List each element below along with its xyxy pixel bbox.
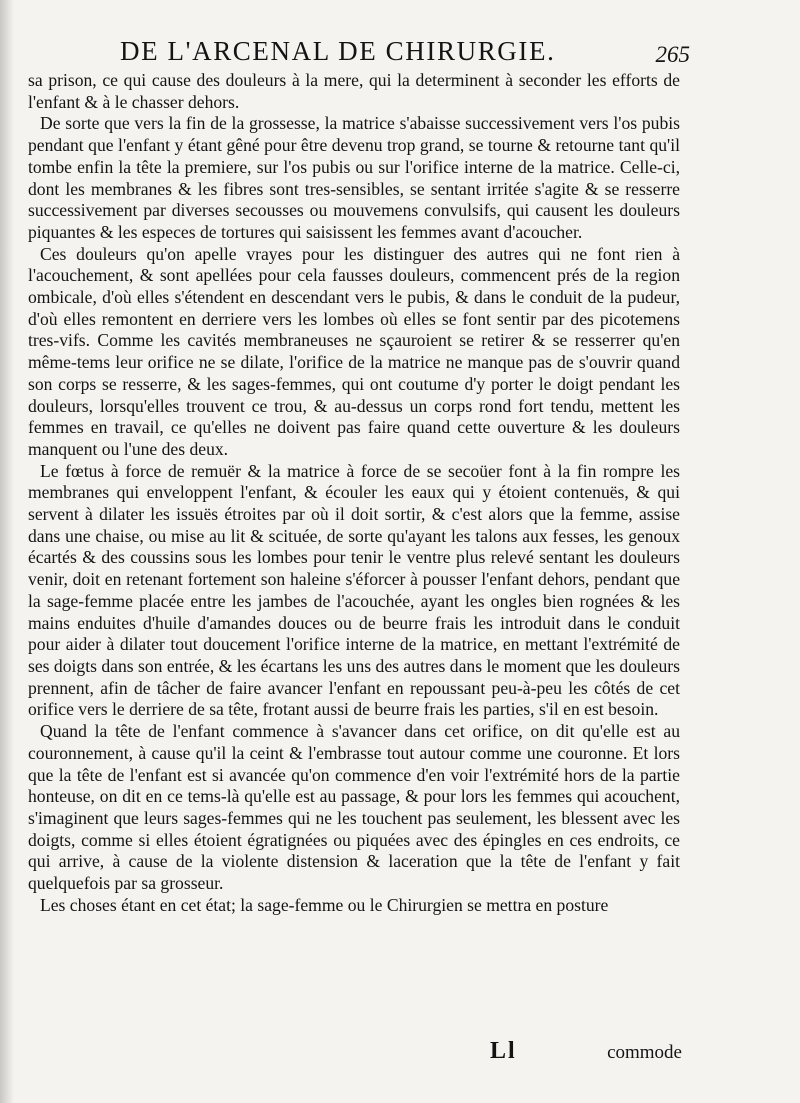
page-number: 265 <box>655 42 690 67</box>
gutter-shadow <box>0 0 14 1103</box>
paragraph-1: sa prison, ce qui cause des douleurs à la mere, qui la determinent à seconder les efforts de l'enfant & à le chasser dehors. <box>28 70 680 112</box>
paragraph-3: Ces douleurs qu'on apelle vrayes pour les distinguer des autres qui ne font rien à l'acouchement, & sont apellées pour cela fausses douleurs, commencent prés de la region ombicale, d'où elles s'étendent en descendant vers le pubis, & dans le conduit de la pudeur, d'où elles remontent en derriere vers les lombes où elles se font sentir par des picotemens tres-vifs. Comme les cavités membraneuses ne sçauroient se retirer & se resserrer qu'en même-tems leur orifice ne se dilate, l'orifice de la matrice ne manque pas de s'ouvrir quand son corps se resserre, & les sages-femmes, qui ont coutume d'y porter le doigt pendant les douleurs, lorsqu'elles trouvent ce trou, & au-dessus un corps rond fort tendu, mettent les femmes en travail, ce qu'elles ne doivent pas faire quand cette ouverture & les douleurs manquent ou l'une des deux. <box>28 243 680 459</box>
paragraph-4: Le fœtus à force de remuër & la matrice à force de se secoüer font à la fin rompre les membranes qui enveloppent l'enfant, & écouler les eaux qui y étoient contenuës, & qui servent à dilater les issuës étroites par où il doit sortir, & c'est alors que la femme, assise dans une chaise, ou mise au lit & scituée, de sorte qu'ayant les talons aux fesses, les genoux écartés & des coussins sous les lombes pour tenir le ventre plus relevé sentant les douleurs venir, doit en retenant fortement son haleine s'éforcer à pousser l'enfant dehors, pendant que la sage-femme placée entre les jambes de l'acouchée, ayant les ongles bien rognées & les mains enduites d'huile d'amandes douces ou de beurre frais les introduit dans le conduit pour aider à dilater tout doucement l'orifice interne de la matrice, en mettant l'extrémité de ses doigts dans son entrée, & les écartans les uns des autres dans le moment que les douleurs prennent, afin de tâcher de faire avancer l'enfant en repoussant peu-à-peu les côtés de cet orifice vers le derriere de sa tête, frotant aussi de beurre frais les parties, s'il en est besoin. <box>28 460 680 720</box>
paragraph-2: De sorte que vers la fin de la grossesse, la matrice s'abaisse successivement vers l'os pubis pendant que l'enfant y étant gêné pour être devenu trop grand, se tourne & retourne tant qu'il tombe enfin la tête la premiere, sur l'os pubis ou sur l'orifice interne de la matrice. Celle-ci, dont les membranes & les fibres sont tres-sensibles, se sentant irritée s'agite & se resserre successivement par diverses secousses ou mouvemens convulsifs, qui causent les douleurs piquantes & les especes de tortures qui saisissent les femmes avant d'acoucher. <box>28 113 680 242</box>
body-text <box>28 70 680 916</box>
catchword: commode <box>607 1042 682 1063</box>
signature-mark: Ll <box>490 1038 517 1064</box>
paragraph-6: Les choses étant en cet état; la sage-femme ou le Chirurgien se mettra en posture <box>40 894 609 915</box>
running-title: DE L'ARCENAL DE CHIRURGIE. <box>120 36 556 66</box>
paragraph-5: Quand la tête de l'enfant commence à s'avancer dans cet orifice, on dit qu'elle est au couronnement, à cause qu'il la ceint & l'embrasse tout autour comme une couronne. Et lors que la tête de l'enfant est si avancée qu'on commence d'en voir l'extrémité hors de la partie honteuse, on dit en ce tems-là qu'elle est au passage, & pour lors les femmes qui acouchent, s'imaginent que leurs sages-femmes qui ne les touchent pas seulement, les blessent avec les doigts, comme si elles étoient égratignées ou piquées avec des épingles en ces endroits, ce qui arrive, à cause de la violente distension & laceration que la tête de l'enfant y fait quelquefois par sa grosseur. <box>28 721 680 894</box>
